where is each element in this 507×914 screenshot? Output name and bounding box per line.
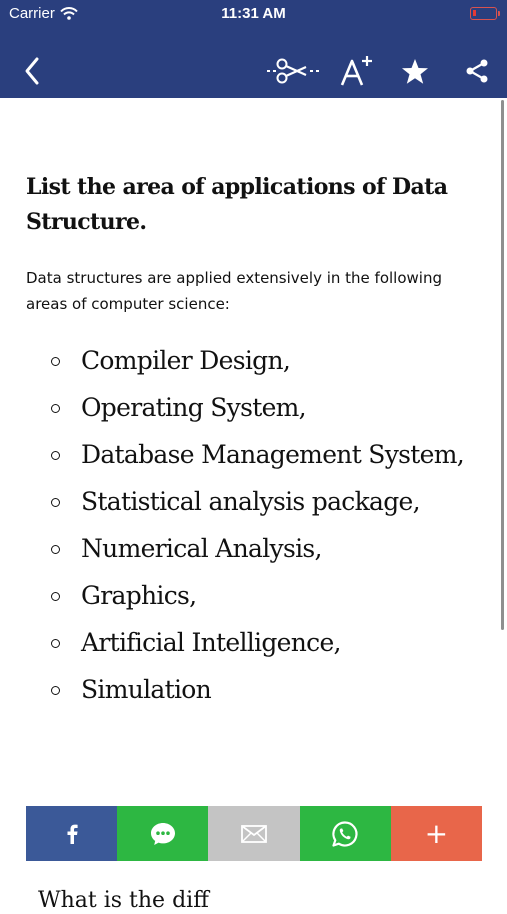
message-share-button[interactable] xyxy=(117,806,208,861)
article-content xyxy=(26,170,466,713)
chat-bubble-icon xyxy=(150,822,176,846)
carrier-label: Carrier xyxy=(9,5,55,22)
font-size-icon xyxy=(339,55,373,87)
list-item-text: Numerical Analysis, xyxy=(81,534,322,563)
facebook-share-button[interactable] xyxy=(26,806,117,861)
list-item-text: Operating System, xyxy=(81,393,306,422)
whatsapp-icon xyxy=(331,820,359,848)
bullet-icon xyxy=(51,451,60,460)
scissors-icon xyxy=(266,56,320,86)
bullet-icon xyxy=(51,686,60,695)
favorite-button[interactable] xyxy=(396,44,434,98)
list-item-text: Artificial Intelligence, xyxy=(81,628,341,657)
chevron-left-icon xyxy=(24,57,40,85)
back-button[interactable] xyxy=(14,44,50,98)
clip-button[interactable] xyxy=(264,44,322,98)
bullet-icon xyxy=(51,545,60,554)
list-item xyxy=(26,337,466,384)
envelope-icon xyxy=(241,825,267,843)
question-heading: List the area of applications of Data Structure. xyxy=(26,174,448,235)
next-question-heading: What is the diff xyxy=(38,888,209,913)
star-icon xyxy=(401,58,429,85)
list-item-text: Compiler Design, xyxy=(81,346,291,375)
toolbar xyxy=(0,44,507,98)
bullet-icon xyxy=(51,498,60,507)
list-item-text: Graphics, xyxy=(81,581,197,610)
list-item xyxy=(26,619,466,666)
facebook-icon xyxy=(66,824,78,844)
list-item-text: Statistical analysis package, xyxy=(81,487,420,516)
bullet-icon xyxy=(51,404,60,413)
list-item xyxy=(26,572,466,619)
share-icon xyxy=(465,59,489,83)
list-item xyxy=(26,478,466,525)
list-item xyxy=(26,431,466,478)
bullet-icon xyxy=(51,357,60,366)
more-share-button[interactable] xyxy=(391,806,482,861)
scrollbar[interactable] xyxy=(501,100,504,630)
applications-list xyxy=(26,337,466,713)
list-item xyxy=(26,384,466,431)
bullet-icon xyxy=(51,592,60,601)
plus-icon: + xyxy=(424,816,449,850)
status-bar xyxy=(0,0,507,28)
bullet-icon xyxy=(51,639,60,648)
list-item-text: Database Management System, xyxy=(81,440,464,469)
email-share-button[interactable] xyxy=(208,806,299,861)
intro-text: Data structures are applied extensively in the following areas of computer science: xyxy=(26,269,442,313)
list-item-text: Simulation xyxy=(81,675,212,704)
font-size-button[interactable] xyxy=(334,44,378,98)
social-share-bar xyxy=(26,806,482,861)
navigation-bar xyxy=(0,0,507,98)
battery-icon xyxy=(470,7,497,20)
list-item xyxy=(26,525,466,572)
clock: 11:31 AM xyxy=(221,5,286,22)
list-item xyxy=(26,666,466,713)
whatsapp-share-button[interactable] xyxy=(300,806,391,861)
share-button[interactable] xyxy=(458,44,496,98)
